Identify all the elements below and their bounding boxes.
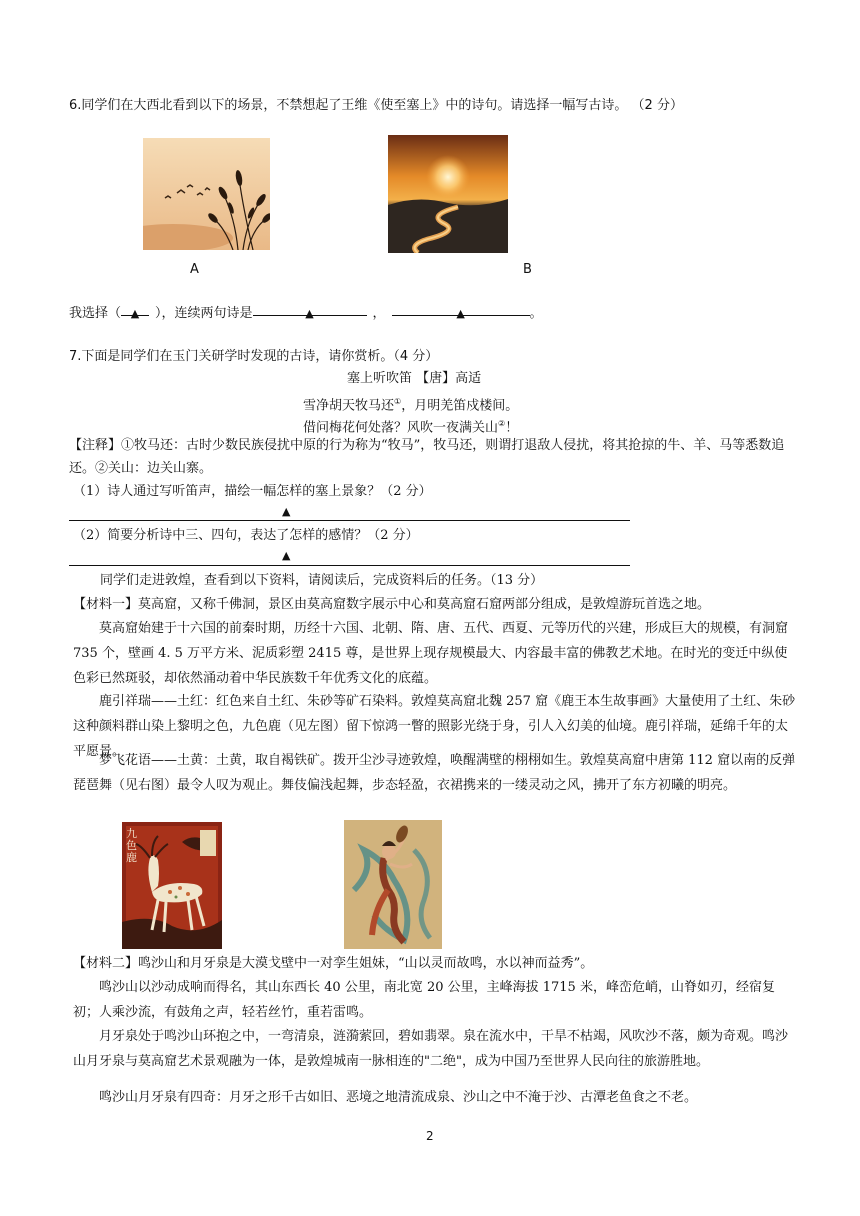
q7-sub1: （1）诗人通过写听笛声，描绘一幅怎样的塞上景象？（2 分） [73, 484, 432, 499]
deer-mural-caption: 九色鹿 [126, 827, 137, 864]
material-2-p2: 月牙泉处于鸣沙山环抱之中，一弯清泉，涟漪萦回，碧如翡翠。泉在流水中，干旱不枯竭，风吹沙不落，颇为奇观。鸣沙山月牙泉与莫高窟艺术景观融为一体，是敦煌城南一脉相连的"二绝"，成为中国乃至世界人民向往的旅游胜地。 [73, 1029, 789, 1069]
note-ref-2: ② [498, 419, 506, 428]
q6-answer-line [69, 302, 543, 326]
image-b-sunset-river[interactable] [388, 135, 508, 253]
comma: ， [372, 306, 386, 321]
image-a-geese-desert[interactable] [143, 138, 270, 250]
image-nine-color-deer[interactable] [122, 822, 222, 949]
material-1-title: 【材料一】莫高窟，又称千佛洞，景区由莫高窟数字展示中心和莫高窟石窟两部分组成，是敦煌游玩首选之地。 [73, 597, 711, 612]
material-2-p1: 鸣沙山以沙动成响而得名，其山东西长 40 公里，南北宽 20 公里，主峰海拔 1715 米，峰峦危峭，山脊如刃，经宿复初；人乘沙流，有鼓角之声，轻若丝竹，重若雷鸣。 [73, 980, 775, 1020]
poem-line2-blank[interactable] [392, 302, 530, 320]
sub1-answer-marker: ▲ [282, 505, 291, 518]
answer-mid: ），连续两句诗是 [155, 306, 253, 321]
geese-desert-illustration [143, 138, 270, 250]
image-pipa-dancer[interactable] [344, 820, 442, 949]
sub2-answer-marker: ▲ [282, 549, 291, 562]
image-b-label: B [523, 262, 532, 277]
poem-line1-blank[interactable] [253, 302, 367, 320]
pipa-dancer-illustration [344, 820, 442, 949]
poem-title: 塞上听吹笛 【唐】高适 [347, 371, 482, 386]
blank-marker: ▲ [130, 307, 140, 320]
answer-prefix: 我选择（ [69, 306, 122, 321]
sub1-answer-line[interactable] [69, 520, 630, 521]
period: 。 [529, 306, 543, 321]
blank-marker: ▲ [305, 307, 314, 320]
sub2-answer-line[interactable] [69, 565, 630, 566]
choice-blank[interactable] [121, 302, 149, 320]
poem-line-2a: 借问梅花何处落？风吹一夜满关山 [303, 420, 499, 436]
material-2-title: 【材料二】鸣沙山和月牙泉是大漠戈壁中一对孪生姐妹，“山以灵而故鸣，水以神而益秀”。 [73, 956, 594, 971]
q7-question: 7.下面是同学们在玉门关研学时发现的古诗，请你赏析。（4 分） [69, 349, 439, 364]
material-2-p3: 鸣沙山月牙泉有四奇：月牙之形千古如旧、恶境之地清流成泉、沙山之中不淹于沙、古潭老鱼食之不老。 [99, 1090, 698, 1105]
material-1-p3: 梦飞花语——土黄：土黄，取自褐铁矿。拨开尘沙寻迹敦煌，唤醒满壁的栩栩如生。敦煌莫高窟中唐第 112 窟以南的反弹琵琶舞（见右图）最令人叹为观止。舞伎偏浅起舞，步态轻盈，衣裙携来的一缕灵动之风，拂开了东方初曦的明亮。 [73, 753, 796, 793]
poem-line-2b: ！ [505, 420, 519, 436]
note-ref-1: ① [394, 397, 402, 406]
page-number: 2 [426, 1129, 434, 1143]
q7-sub2: （2）简要分析诗中三、四句，表达了怎样的感情？（2 分） [73, 528, 419, 543]
q6-question: 6.同学们在大西北看到以下的场景，不禁想起了王维《使至塞上》中的诗句。请选择一幅写古诗。 （2 分） [69, 98, 683, 113]
sunset-river-illustration [388, 135, 508, 253]
poem-annotation: 【注释】①牧马还：古时少数民族侵扰中原的行为称为“牧马”，牧马还，则谓打退敌人侵扰，将其抢掠的牛、羊、马等悉数追还。②关山：边关山寨。 [69, 438, 785, 476]
image-a-label: A [190, 262, 199, 277]
reading-intro: 同学们走进敦煌，查看到以下资料，请阅读后，完成资料后的任务。（13 分） [100, 573, 544, 588]
material-1-p2: 鹿引祥瑞——土红：红色来自土红、朱砂等矿石染料。敦煌莫高窟北魏 257 窟《鹿王本生故事画》大量使用了土红、朱砂这种颜料群山染上黎明之色，九色鹿（见左图）留下惊鸿一瞥的照影光绕于身，引人入幻美的仙境。鹿引祥瑞，延绵千年的太平愿景。 [73, 694, 796, 759]
poem-line-1b: ，月明羌笛戍楼间。 [401, 398, 519, 414]
material-1-p1: 莫高窟始建于十六国的前秦时期，历经十六国、北朝、隋、唐、五代、西夏、元等历代的兴建，形成巨大的规模，有洞窟 735 个，壁画 4. 5 万平方米、泥质彩塑 2415 尊，是世界上现存规模最大、内容最丰富的佛教艺术地。在时光的变迁中纵使色彩已然斑驳，却依然涌动着中华民族数千年优秀文化的底蕴。 [73, 621, 789, 686]
blank-marker: ▲ [456, 307, 465, 320]
poem-line-1a: 雪净胡天牧马还 [303, 398, 395, 414]
